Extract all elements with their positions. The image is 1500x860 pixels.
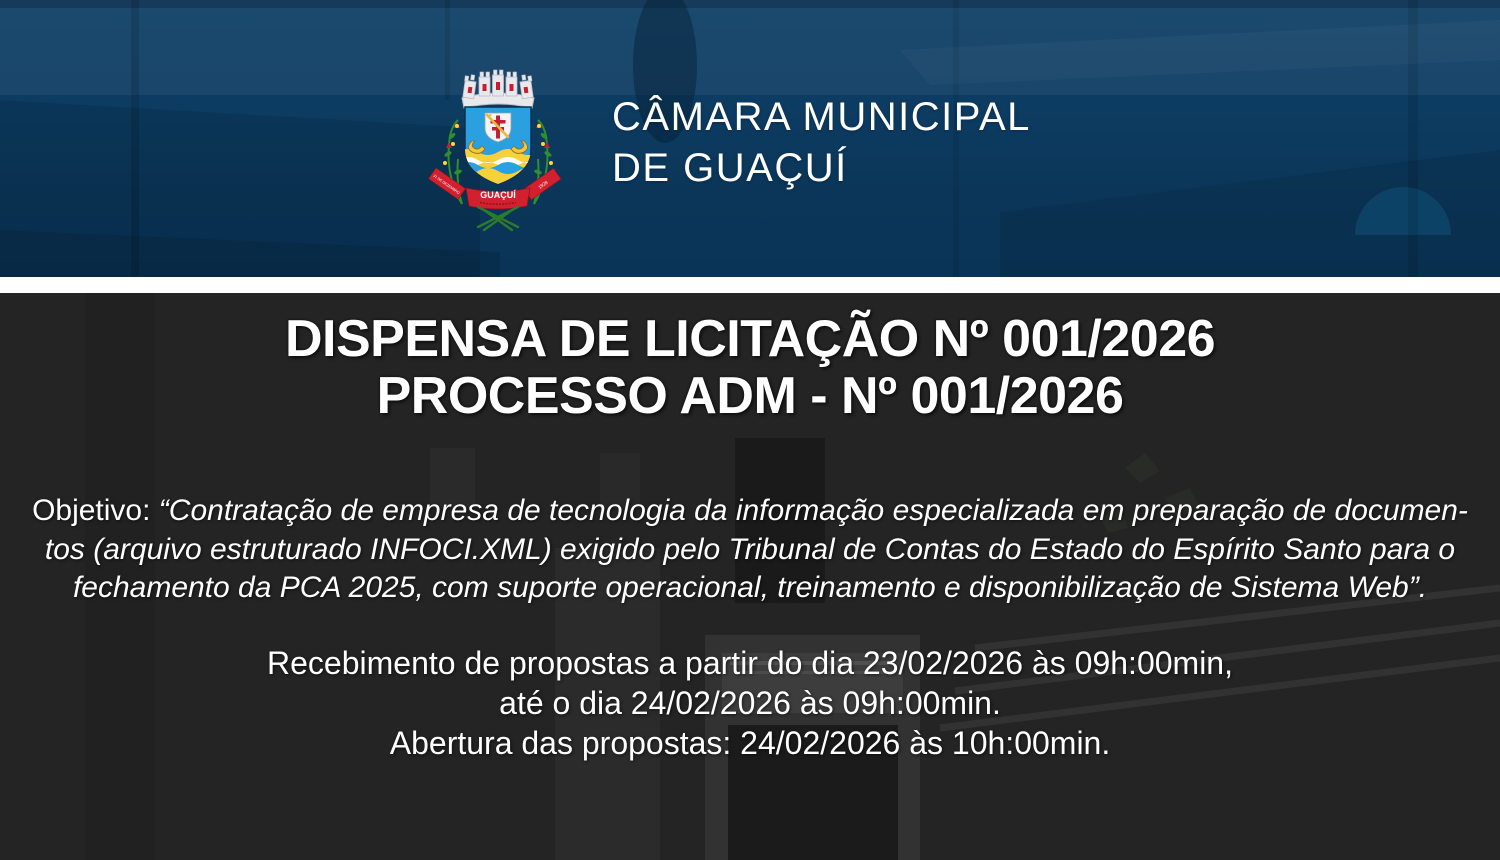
crest-shield bbox=[456, 107, 540, 189]
header-band bbox=[0, 0, 1500, 277]
objective-line1 bbox=[0, 492, 1500, 531]
objective-quote-line3: fechamento da PCA 2025, com suporte operacional, treinamento e disponibilização de Sistema Web”. bbox=[72, 571, 1428, 604]
announcement-title-line1: DISPENSA DE LICITAÇÃO Nº 001/2026 bbox=[284, 310, 1216, 368]
schedule-line1: Recebimento de propostas a partir do dia 23/02/2026 às 09h:00min, bbox=[267, 644, 1233, 681]
crest-ribbon-left-text: 31 DE DEZEMBRO bbox=[432, 173, 461, 196]
schedule-line2: até o dia 24/02/2026 às 09h:00min. bbox=[499, 684, 1001, 721]
announcement-content bbox=[0, 293, 1500, 860]
objective-separator bbox=[150, 494, 158, 527]
objective-paragraph bbox=[0, 492, 1500, 608]
objective-label: Objetivo: bbox=[32, 494, 151, 527]
crest-city-label: GUAÇUÍ bbox=[480, 190, 516, 200]
schedule-block bbox=[0, 643, 1500, 763]
schedule-line3: Abertura das propostas: 24/02/2026 às 10h:00min. bbox=[389, 724, 1111, 761]
city-crest-icon bbox=[428, 64, 568, 234]
objective-quote-line2: tos (arquivo estruturado INFOCI.XML) exigido pelo Tribunal de Contas do Estado do Espírito Santo para o bbox=[44, 532, 1456, 566]
announcement-band bbox=[0, 293, 1500, 860]
org-name-line1: CÂMARA MUNICIPAL bbox=[612, 95, 1031, 139]
org-name bbox=[612, 92, 1031, 194]
announcement-title-line2: PROCESSO ADM - Nº 001/2026 bbox=[376, 367, 1124, 425]
objective-quote-line1: “Contratação de empresa de tecnologia da informação especializada em preparação de documen- bbox=[158, 494, 1468, 527]
crest-ribbon-right-text: 1928 bbox=[537, 179, 549, 190]
white-divider bbox=[0, 277, 1500, 293]
org-name-line2: DE GUAÇUÍ bbox=[612, 146, 848, 190]
brand-lockup bbox=[0, 0, 1500, 277]
crest-stems bbox=[478, 207, 518, 230]
title-block bbox=[0, 293, 1500, 425]
crest-crown bbox=[462, 70, 534, 108]
